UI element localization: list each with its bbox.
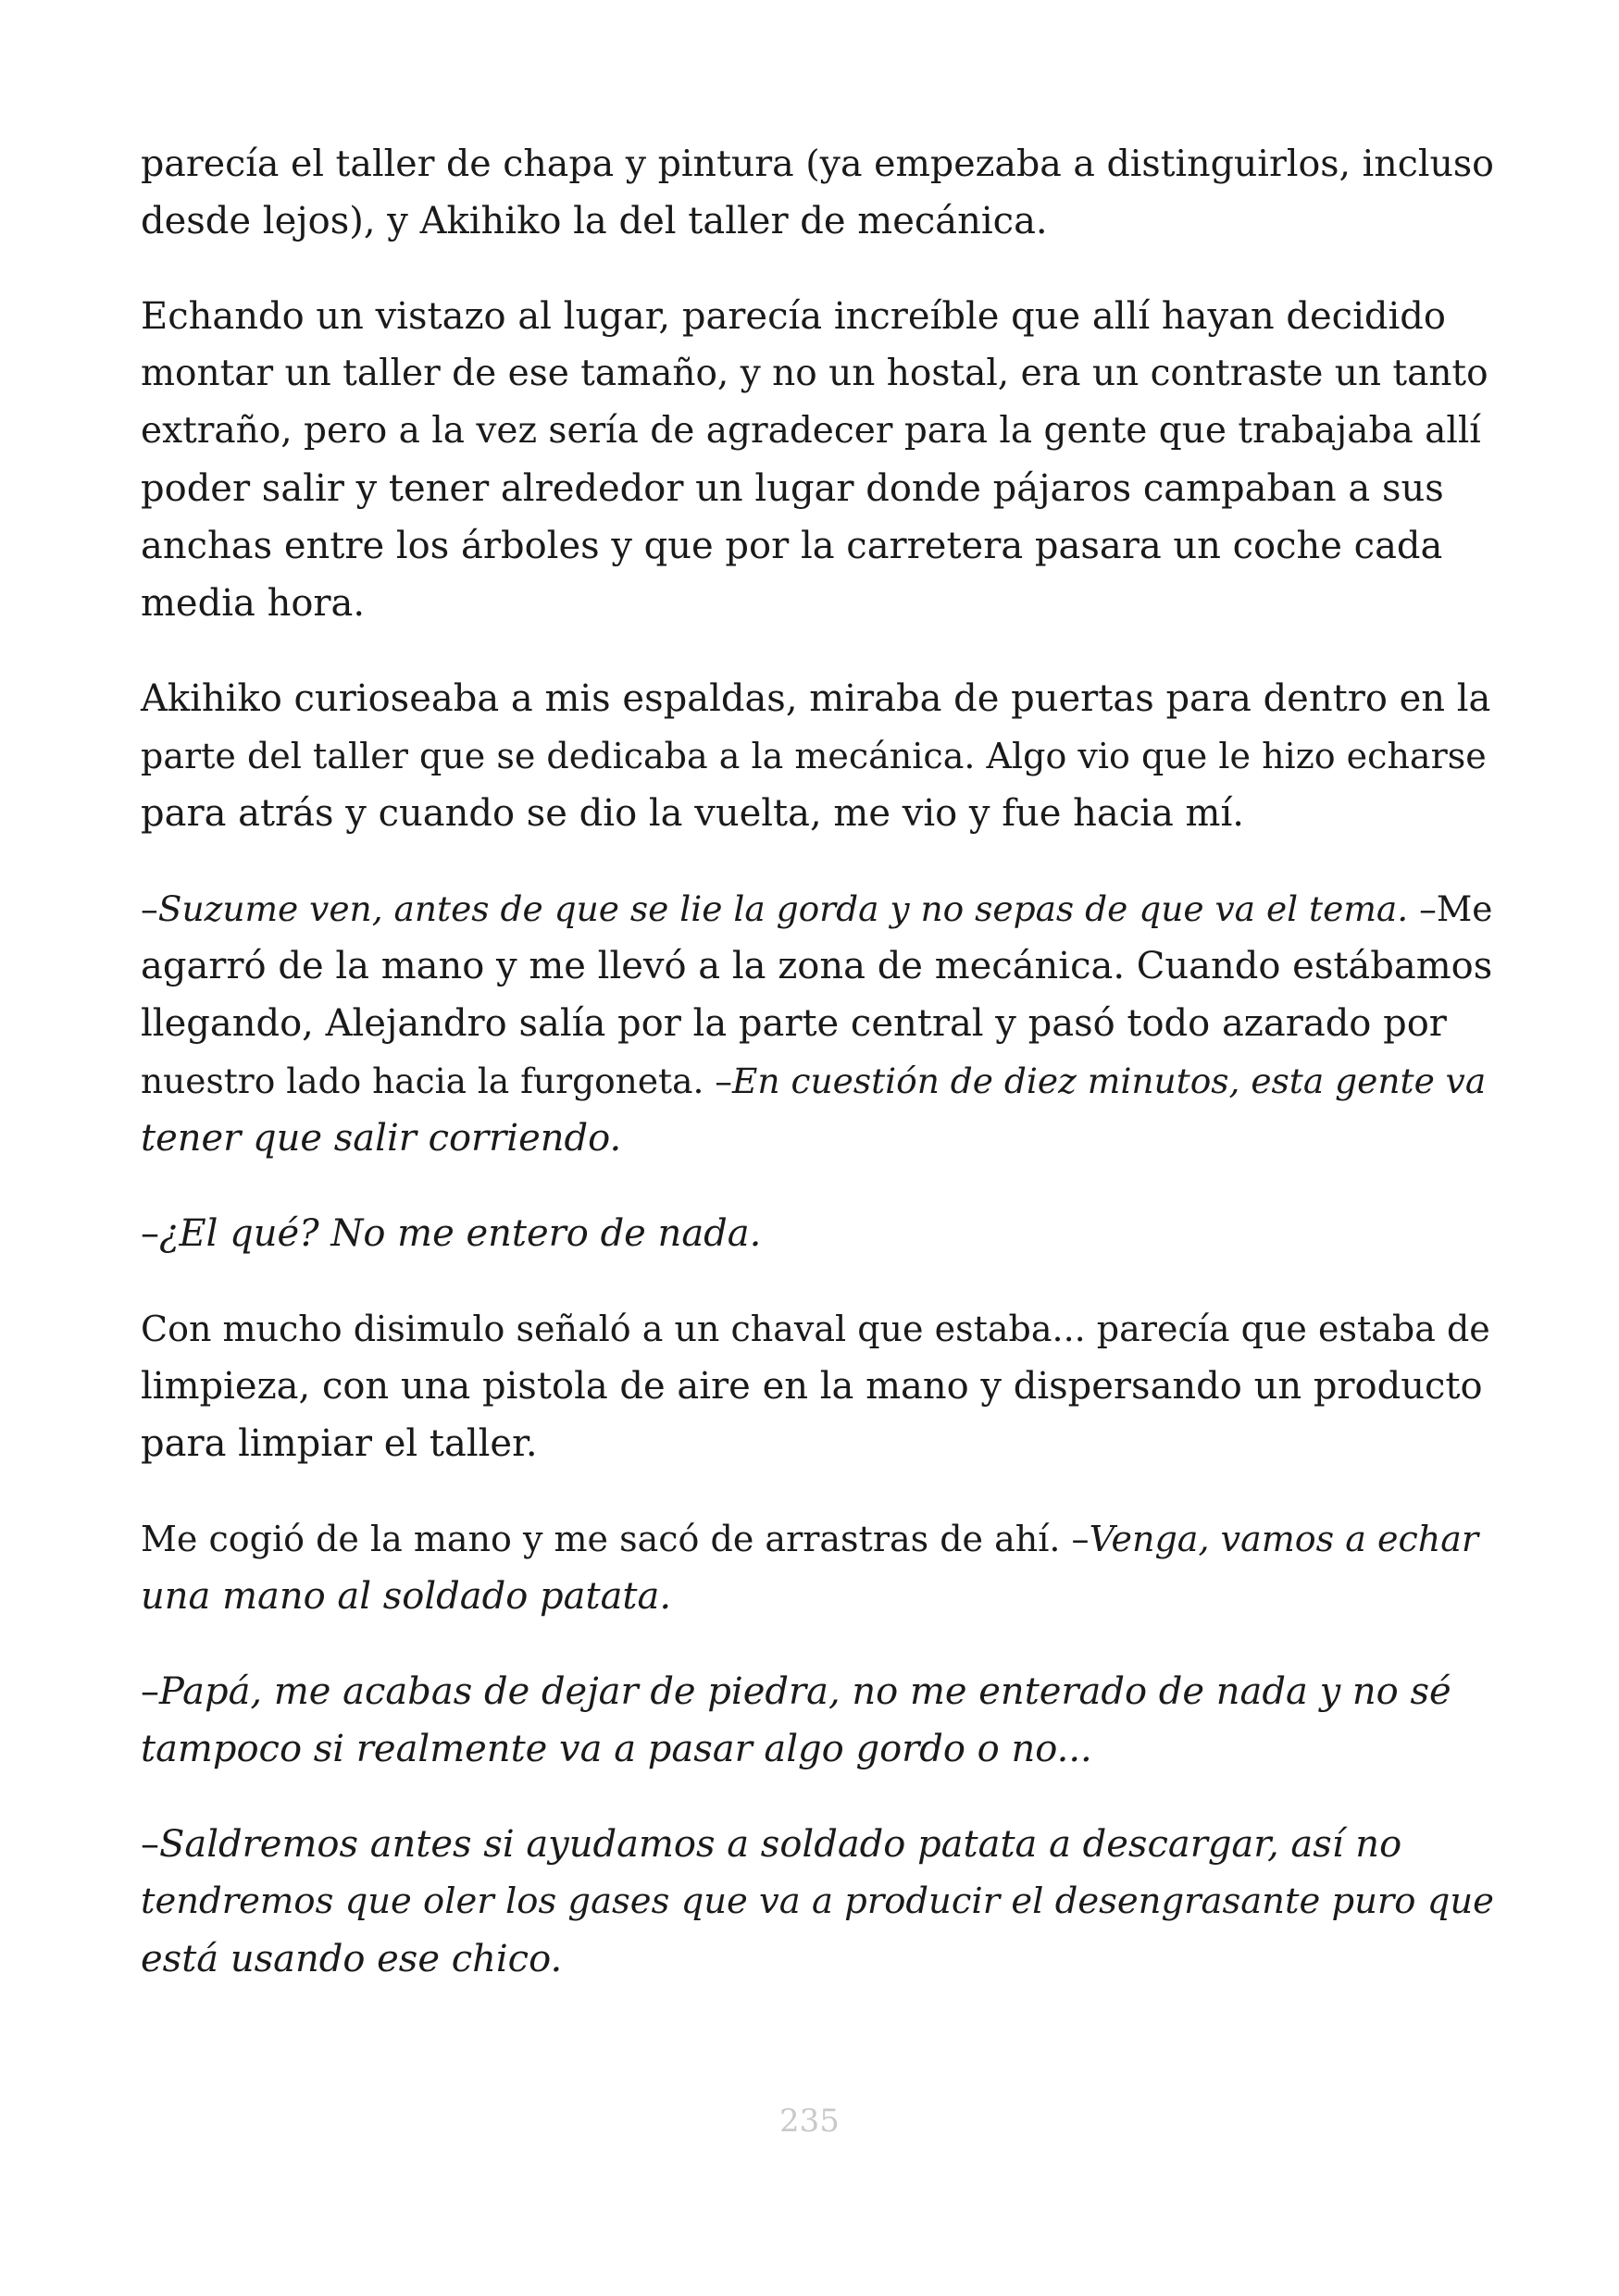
- text-line: [141, 670, 1494, 727]
- text-line: [141, 575, 1494, 632]
- text-line: [141, 517, 1494, 575]
- text-segment: agarró de la mano y me llevó a la zona de mecánica. Cuando estábamos: [141, 945, 1493, 987]
- text-line: [141, 880, 1494, 937]
- paragraph: [141, 288, 1494, 632]
- italic-segment: Papá, me acabas de dejar de piedra, no me enterado de nada y no sé: [159, 1670, 1451, 1713]
- text-segment: desde lejos), y Akihiko la del taller de mecánica.: [141, 200, 1048, 242]
- text-segment: montar un taller de ese tamaño, y no un hostal, era un contraste un tanto: [141, 353, 1488, 394]
- text-segment: Me cogió de la mano y me sacó de arrastras de ahí. –: [141, 1519, 1090, 1559]
- italic-segment: tendremos que oler los gases que va a producir el desengrasante puro que: [141, 1880, 1494, 1922]
- text-segment: para atrás y cuando se dio la vuelta, me vio y fue hacia mí.: [141, 792, 1244, 835]
- text-line: [141, 1510, 1494, 1568]
- text-segment: para limpiar el taller.: [141, 1422, 538, 1465]
- paragraph: [141, 1205, 1494, 1262]
- text-line: [141, 460, 1494, 517]
- text-segment: Con mucho disimulo señaló a un chaval que estaba... parecía que estaba de: [141, 1309, 1490, 1349]
- text-segment: extraño, pero a la vez sería de agradecer para la gente que trabajaba allí: [141, 410, 1481, 452]
- italic-segment: Suzume ven, antes de que se lie la gorda y no sepas de que va el tema.: [157, 888, 1409, 929]
- paragraph: [141, 1663, 1494, 1778]
- text-segment: –: [141, 1670, 159, 1713]
- page-number: 235: [779, 2103, 840, 2140]
- text-line: [141, 1930, 1494, 1988]
- text-segment: poder salir y tener alrededor un lugar donde pájaros campaban a sus: [141, 467, 1444, 510]
- text-line: [141, 995, 1494, 1052]
- text-line: [141, 288, 1494, 345]
- text-segment: anchas entre los árboles y que por la carretera pasara un coche cada: [141, 525, 1443, 567]
- text-segment: parte del taller que se dedicaba a la mecánica. Algo vio que le hizo echarse: [141, 736, 1487, 776]
- text-line: [141, 1358, 1494, 1415]
- text-line: [141, 1205, 1494, 1262]
- text-line: [141, 727, 1494, 785]
- italic-segment: Venga, vamos a echar: [1089, 1519, 1479, 1559]
- body-text: [141, 135, 1494, 2026]
- italic-segment: ¿El qué? No me entero de nada.: [159, 1212, 762, 1255]
- paragraph: [141, 880, 1494, 1167]
- text-line: [141, 1415, 1494, 1472]
- italic-segment: tampoco si realmente va a pasar algo gordo o no...: [141, 1728, 1092, 1770]
- text-line: [141, 937, 1494, 995]
- text-line: [141, 1300, 1494, 1358]
- text-segment: –: [141, 1823, 159, 1866]
- text-segment: nuestro lado hacia la furgoneta. –: [141, 1061, 733, 1101]
- paragraph: [141, 670, 1494, 842]
- text-line: [141, 1110, 1494, 1167]
- paragraph: [141, 1510, 1494, 1625]
- text-line: [141, 1873, 1494, 1930]
- paragraph: [141, 1300, 1494, 1472]
- italic-segment: Saldremos antes si ayudamos a soldado patata a descargar, así no: [159, 1823, 1402, 1866]
- text-segment: Echando un vistazo al lugar, parecía increíble que allí hayan decidido: [141, 295, 1446, 338]
- italic-segment: está usando ese chico.: [141, 1938, 563, 1980]
- text-segment: media hora.: [141, 582, 366, 625]
- paragraph: [141, 1816, 1494, 1988]
- text-line: [141, 403, 1494, 460]
- italic-segment: En cuestión de diez minutos, esta gente va: [732, 1061, 1487, 1101]
- text-line: [141, 1720, 1494, 1778]
- text-segment: –: [141, 1212, 159, 1255]
- paragraph: [141, 135, 1494, 250]
- text-segment: parecía el taller de chapa y pintura (ya empezaba a distinguirlos, incluso: [141, 143, 1494, 185]
- text-segment: –Me: [1408, 888, 1493, 929]
- text-segment: limpieza, con una pistola de aire en la mano y dispersando un producto: [141, 1365, 1483, 1408]
- text-line: [141, 1663, 1494, 1720]
- text-segment: Akihiko curioseaba a mis espaldas, miraba de puertas para dentro en la: [141, 677, 1491, 720]
- text-line: [141, 1052, 1494, 1110]
- text-line: [141, 1816, 1494, 1873]
- text-line: [141, 135, 1494, 192]
- text-line: [141, 785, 1494, 842]
- italic-segment: una mano al soldado patata.: [141, 1575, 672, 1618]
- text-line: [141, 345, 1494, 403]
- text-segment: –: [141, 888, 158, 929]
- text-segment: llegando, Alejandro salía por la parte central y pasó todo azarado por: [141, 1002, 1447, 1045]
- text-line: [141, 1568, 1494, 1625]
- italic-segment: tener que salir corriendo.: [141, 1117, 622, 1160]
- text-line: [141, 192, 1494, 250]
